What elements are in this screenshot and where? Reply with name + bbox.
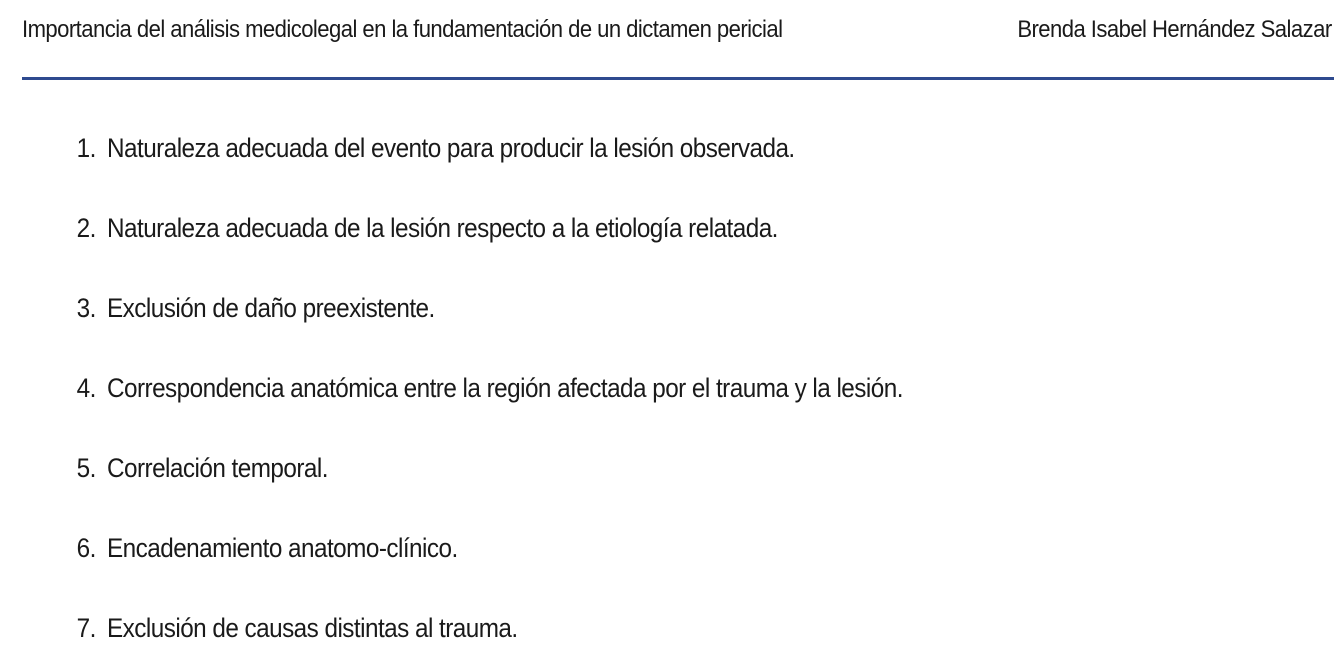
list-item-number: 3. [76,293,96,323]
list-item-text: Encadenamiento anatomo-clínico. [107,533,458,563]
header-title: Importancia del análisis medicolegal en la fundamentación de un dictamen pericial [22,16,783,43]
list-item-text: Exclusión de causas distintas al trauma. [107,613,518,643]
list-item-number: 4. [76,373,96,403]
header-author: Brenda Isabel Hernández Salazar [1017,16,1332,43]
list-item-text: Naturaleza adecuada de la lesión respecto a la etiología relatada. [107,213,778,243]
running-header [22,10,1332,52]
header-divider [22,77,1334,80]
list-item-text: Correlación temporal. [107,453,328,483]
list-item-text: Correspondencia anatómica entre la región afectada por el trauma y la lesión. [107,373,903,403]
list-item-number: 6. [76,533,96,563]
list-item-text: Naturaleza adecuada del evento para producir la lesión observada. [107,133,795,163]
list-item-number: 7. [76,613,96,643]
list-item-number: 2. [76,213,96,243]
list-item-number: 5. [76,453,96,483]
list-item-text: Exclusión de daño preexistente. [107,293,435,323]
list-item-number: 1. [76,133,96,163]
